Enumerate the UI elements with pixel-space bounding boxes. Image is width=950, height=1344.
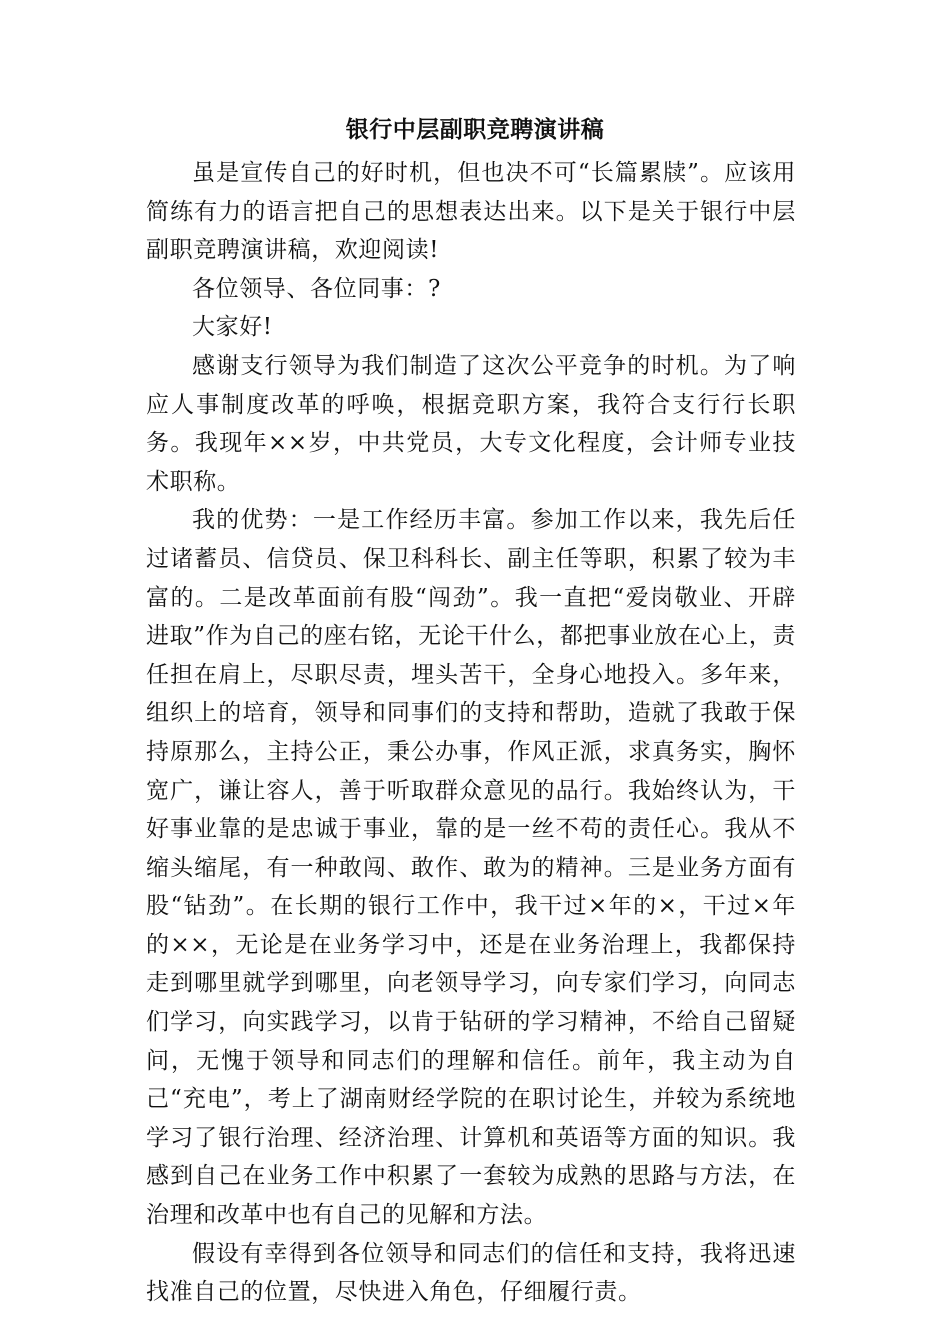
paragraph-thanks: 感谢支行领导为我们制造了这次公平竞争的时机。为了响应人事制度改革的呼唤，根据竞职方案，我符合支行行长职务。我现年××岁，中共党员，大专文化程度，会计师专业技术职称。 [146,352,796,495]
paragraph-salutation: 各位领导、各位同事：? [192,275,441,302]
paragraph-greeting: 大家好! [192,314,273,341]
document-title: 银行中层副职竞聘演讲稿 [345,116,605,143]
paragraph-commitment: 假设有幸得到各位领导和同志们的信任和支持，我将迅速找准自己的位置，尽快进入角色，仔细履行责。 [146,1240,796,1306]
document-body [146,154,796,1312]
paragraph-advantages: 我的优势：一是工作经历丰富。参加工作以来，我先后任过诸蓄员、信贷员、保卫科科长、副主任等职，积累了较为丰富的。二是改革面前有股“闯劲”。我一直把“爱岗敬业、开辟进取”作为自己的座右铭，无论干什么，都把事业放在心上，责任担在肩上，尽职尽责，埋头苦干，全身心地投入。多年来，组织上的培育，领导和同事们的支持和帮助，造就了我敢于保持原那么，主持公正，秉公办事，作风正派，求真务实，胸怀宽广，谦让容人，善于听取群众意见的品行。我始终认为，干好事业靠的是忠诚于事业，靠的是一丝不苟的责任心。我从不缩头缩尾，有一种敢闯、敢作、敢为的精神。三是业务方面有股“钻劲”。在长期的银行工作中，我干过×年的×，干过×年的××，无论是在业务学习中，还是在业务治理上，我都保持走到哪里就学到哪里，向老领导学习，向专家们学习，向同志们学习，向实践学习，以肯于钻研的学习精神，不给自己留疑问，无愧于领导和同志们的理解和信任。前年，我主动为自己“充电”，考上了湖南财经学院的在职讨论生，并较为系统地学习了银行治理、经济治理、计算机和英语等方面的知识。我感到自己在业务工作中积累了一套较为成熟的思路与方法，在治理和改革中也有自己的见解和方法。 [146,507,796,1229]
paragraph-intro: 虽是宣传自己的好时机，但也决不可“长篇累牍”。应该用简练有力的语言把自己的思想表达出来。以下是关于银行中层副职竞聘演讲稿，欢迎阅读! [146,160,796,264]
